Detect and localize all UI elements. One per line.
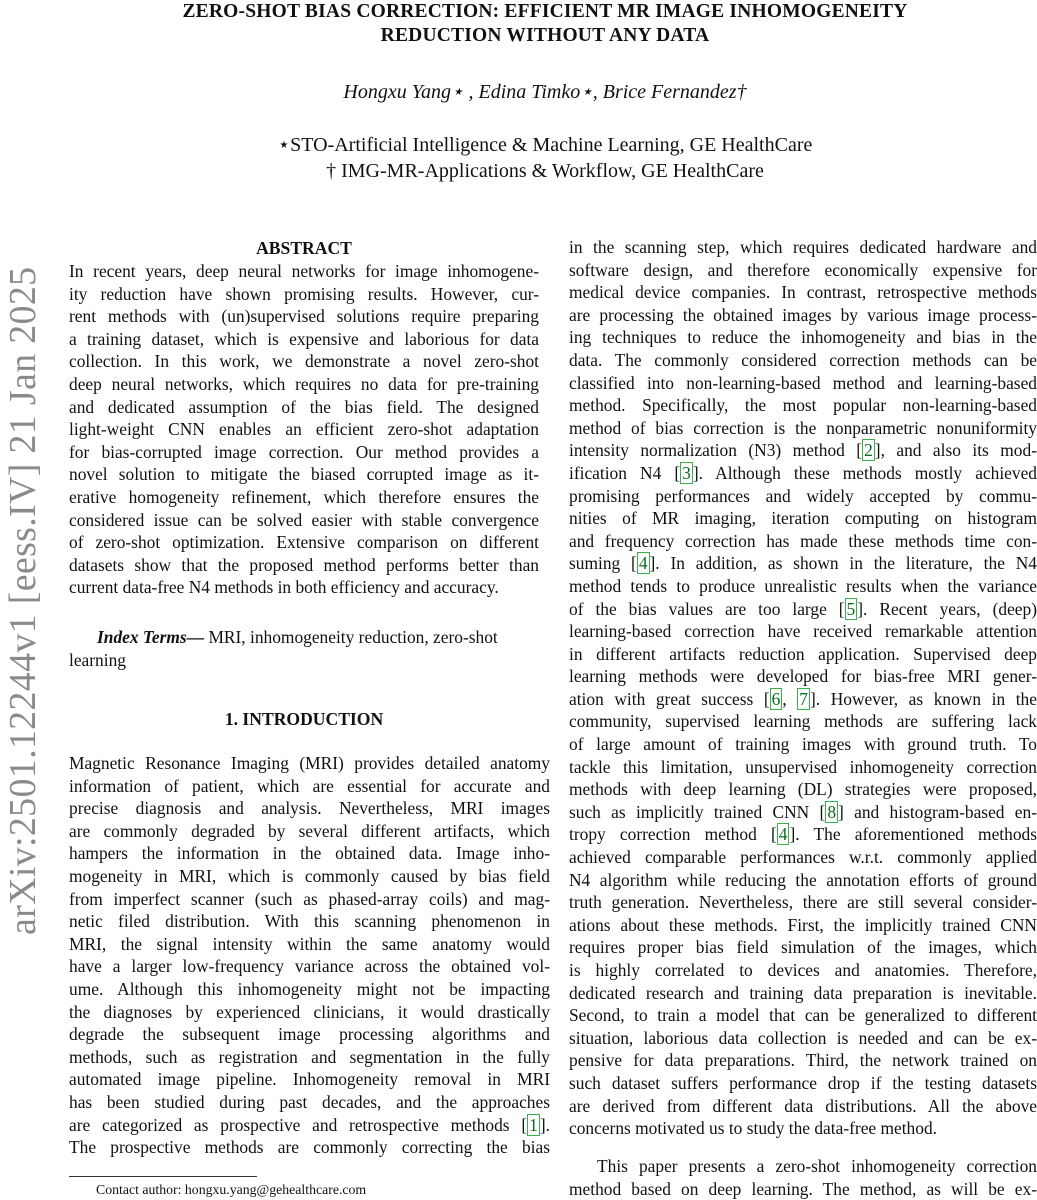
right-line: classified into non-learning-based method and learning-based bbox=[569, 372, 1037, 393]
right-line: and frequency correction has made these methods time con- bbox=[569, 530, 1037, 551]
intro-line: are categorized as prospective and retrospective methods [ 1 ]. bbox=[69, 1114, 550, 1135]
abstract-line: erative homogeneity refinement, which therefore ensures the bbox=[69, 486, 539, 507]
citation-link[interactable]: 4 bbox=[638, 553, 648, 574]
right-line: are derived from different data distributions. All the above bbox=[569, 1095, 1037, 1116]
right-line: N4 algorithm while reducing the annotation efforts of ground bbox=[569, 869, 1037, 890]
intro-line: have a larger low-frequency variance across the obtained vol- bbox=[69, 956, 550, 977]
intro-line: automated image pipeline. Inhomogeneity removal in MRI bbox=[69, 1069, 550, 1090]
citation-link[interactable]: 8 bbox=[827, 801, 837, 822]
intro-line: the diagnoses by experienced clinicians, it would drastically bbox=[69, 1001, 550, 1022]
abstract-line: collection. In this work, we demonstrate a novel zero-shot bbox=[69, 351, 539, 372]
citation-link[interactable]: 2 bbox=[864, 440, 873, 461]
right-line: Second, to train a model that can be generalized to different bbox=[569, 1005, 1037, 1026]
right-line: situation, laborious data collection is needed and can be ex- bbox=[569, 1027, 1037, 1048]
affiliation-1: ⋆STO-Artificial Intelligence & Machine Learning, GE HealthCare bbox=[277, 134, 813, 156]
abstract-line: ity reduction have shown promising results. However, cur- bbox=[69, 283, 539, 304]
abstract-line: light-weight CNN enables an efficient zero-shot adaptation bbox=[69, 419, 539, 440]
intro-line: netic filed distribution. With this scanning phenomenon in bbox=[69, 911, 550, 932]
footnote-contact: Contact author: hongxu.yang@gehealthcare.com bbox=[96, 1182, 367, 1197]
citation-link[interactable]: 7 bbox=[799, 688, 808, 709]
citation-link[interactable]: 6 bbox=[771, 688, 781, 709]
intro-heading: 1. INTRODUCTION bbox=[224, 709, 384, 729]
right-line: truth generation. Nevertheless, there are still several consider- bbox=[569, 892, 1037, 913]
abstract-body bbox=[69, 260, 539, 599]
index-terms-label: Index Terms— bbox=[97, 627, 205, 647]
right-line: such as implicitly trained CNN [ 8 ] and histogram-based en- bbox=[569, 801, 1037, 822]
paper-title bbox=[110, 0, 980, 48]
right-line: such dataset suffers performance drop if the testing datasets bbox=[569, 1072, 1037, 1093]
right-line: learning methods were developed for bias-free MRI gener- bbox=[569, 666, 1037, 687]
right-line: of the bias values are too large [ 5 ]. Recent years, (deep) bbox=[569, 598, 1037, 619]
right-line: ations about these methods. First, the implicitly trained CNN bbox=[569, 914, 1037, 935]
index-terms-text: MRI, inhomogeneity reduction, zero-shot bbox=[204, 627, 498, 647]
intro-line: ume. Although this inhomogeneity might not be impacting bbox=[69, 978, 550, 999]
right-line: in different artifacts reduction application. Supervised deep bbox=[569, 643, 1037, 664]
author-list: Hongxu Yang⋆ , Edina Timko⋆, Brice Fernandez† bbox=[343, 81, 747, 103]
abstract-line: In recent years, deep neural networks for image inhomogene- bbox=[69, 261, 539, 281]
right-column-para2 bbox=[569, 1155, 1037, 1200]
arxiv-stamp: arXiv:2501.12244v1 [eess.IV] 21 Jan 2025 bbox=[2, 266, 44, 935]
right-line: of large amount of training images with ground truth. To bbox=[569, 734, 1037, 755]
right-line: methods with deep learning (DL) strategies were proposed, bbox=[569, 779, 1037, 800]
affiliation-2: † IMG-MR-Applications & Workflow, GE HealthCare bbox=[326, 160, 764, 182]
intro-body bbox=[69, 752, 550, 1159]
right-line: ification N4 [ 3 ]. Although these methods mostly achieved bbox=[569, 462, 1037, 483]
intro-line: hampers the information in the obtained data. Image inho- bbox=[69, 843, 550, 864]
right-line: are processing the obtained images by various image process- bbox=[569, 304, 1037, 325]
right-column-body bbox=[569, 236, 1037, 1140]
abstract-line: datasets show that the proposed method performs better than bbox=[69, 554, 539, 575]
right-line: nities of MR imaging, iteration computing on histogram bbox=[569, 508, 1037, 529]
right-line: tropy correction method [ 4 ]. The aforementioned methods bbox=[569, 824, 1037, 845]
abstract-line: deep neural networks, which requires no data for pre-training bbox=[69, 373, 539, 394]
affiliations bbox=[110, 132, 980, 184]
abstract-line: current data-free N4 methods in both efficiency and accuracy. bbox=[69, 577, 499, 598]
right-line: suming [ 4 ]. In addition, as shown in the literature, the N4 bbox=[569, 553, 1037, 574]
abstract-line: for bias-corrupted image correction. Our method provides a bbox=[69, 441, 539, 462]
index-terms-line-1 bbox=[69, 626, 539, 649]
right-para2-line: method based on deep learning. The method, as will be ex- bbox=[569, 1178, 1037, 1199]
intro-line: degrade the subsequent image processing algorithms and bbox=[69, 1024, 550, 1045]
right-line: method tends to produce unrealistic results when the variance bbox=[569, 575, 1037, 596]
right-line: tackle this limitation, unsupervised inhomogeneity correction bbox=[569, 756, 1037, 777]
abstract-line: of zero-shot optimization. Extensive comparison on different bbox=[69, 532, 539, 553]
index-terms bbox=[69, 626, 539, 671]
right-line: method of bias correction is the nonparametric nonuniformity bbox=[569, 417, 1037, 438]
citation-link[interactable]: 1 bbox=[529, 1114, 538, 1135]
right-line: in the scanning step, which requires dedicated hardware and bbox=[569, 237, 1037, 257]
index-terms-line-2: learning bbox=[69, 649, 126, 670]
right-line: concerns motivated us to study the data-free method. bbox=[569, 1118, 937, 1139]
right-line: data. The commonly considered correction methods can be bbox=[569, 349, 1037, 370]
right-line: requires proper bias field simulation of the images, which bbox=[569, 937, 1037, 958]
citation-link[interactable]: 5 bbox=[846, 598, 856, 619]
intro-line: are commonly degraded by several different artifacts, which bbox=[69, 820, 550, 841]
abstract-line: considered issue can be solved easier with stable convergence bbox=[69, 509, 539, 530]
intro-line: MRI, the signal intensity within the same anatomy would bbox=[69, 933, 550, 954]
right-line: achieved comparable performances w.r.t. commonly applied bbox=[569, 847, 1037, 868]
right-line: method. Specifically, the most popular non-learning-based bbox=[569, 395, 1037, 416]
abstract-line: a training dataset, which is expensive and laborious for data bbox=[69, 328, 539, 349]
citation-link[interactable]: 4 bbox=[778, 824, 788, 845]
right-line: is highly correlated to devices and anatomies. Therefore, bbox=[569, 960, 1037, 980]
intro-line: has been studied during past decades, and the approaches bbox=[69, 1091, 550, 1112]
abstract-line: novel solution to mitigate the biased corrupted image as it- bbox=[69, 464, 539, 485]
intro-line: from imperfect scanner (such as phased-array coils) and mag- bbox=[69, 888, 550, 909]
right-line: intensity normalization (N3) method [ 2 ], and also its mod- bbox=[569, 440, 1037, 461]
right-para2-line: This paper presents a zero-shot inhomogeneity correction bbox=[597, 1156, 1037, 1176]
abstract-heading: ABSTRACT bbox=[256, 238, 352, 258]
footnote-rule bbox=[69, 1176, 257, 1177]
right-line: ation with great success [ 6 , 7 ]. However, as known in the bbox=[569, 688, 1037, 709]
right-line: software design, and therefore economically expensive for bbox=[569, 259, 1037, 280]
intro-line: Magnetic Resonance Imaging (MRI) provides detailed anatomy bbox=[69, 753, 550, 773]
right-line: ing techniques to reduce the inhomogeneity and bias in the bbox=[569, 327, 1037, 348]
intro-line: mogeneity in MRI, which is commonly caused by bias field bbox=[69, 865, 550, 886]
intro-line: precise diagnosis and analysis. Nevertheless, MRI images bbox=[69, 798, 550, 819]
intro-line: The prospective methods are commonly correcting the bias bbox=[69, 1137, 550, 1158]
intro-line: methods, such as registration and segmentation in the fully bbox=[69, 1046, 550, 1067]
abstract-line: and dedicated assumption of the bias field. The designed bbox=[69, 396, 539, 417]
abstract-line: rent methods with (un)supervised solutions require preparing bbox=[69, 306, 539, 327]
right-line: community, supervised learning methods are suffering lack bbox=[569, 711, 1037, 732]
right-line: learning-based correction have received remarkable attention bbox=[569, 621, 1037, 642]
title-line-1: ZERO-SHOT BIAS CORRECTION: EFFICIENT MR IMAGE INHOMOGENEITY bbox=[182, 1, 908, 22]
citation-link[interactable]: 3 bbox=[682, 462, 691, 483]
right-line: promising performances and widely accepted by commu- bbox=[569, 485, 1037, 506]
right-line: pensive for data preparations. Third, the network trained on bbox=[569, 1050, 1037, 1071]
right-line: medical device companies. In contrast, retrospective methods bbox=[569, 282, 1037, 303]
right-line: dedicated research and training data preparation is inevitable. bbox=[569, 982, 1037, 1003]
title-line-2: REDUCTION WITHOUT ANY DATA bbox=[380, 25, 710, 46]
intro-line: information of patient, which are essential for accurate and bbox=[69, 775, 550, 796]
